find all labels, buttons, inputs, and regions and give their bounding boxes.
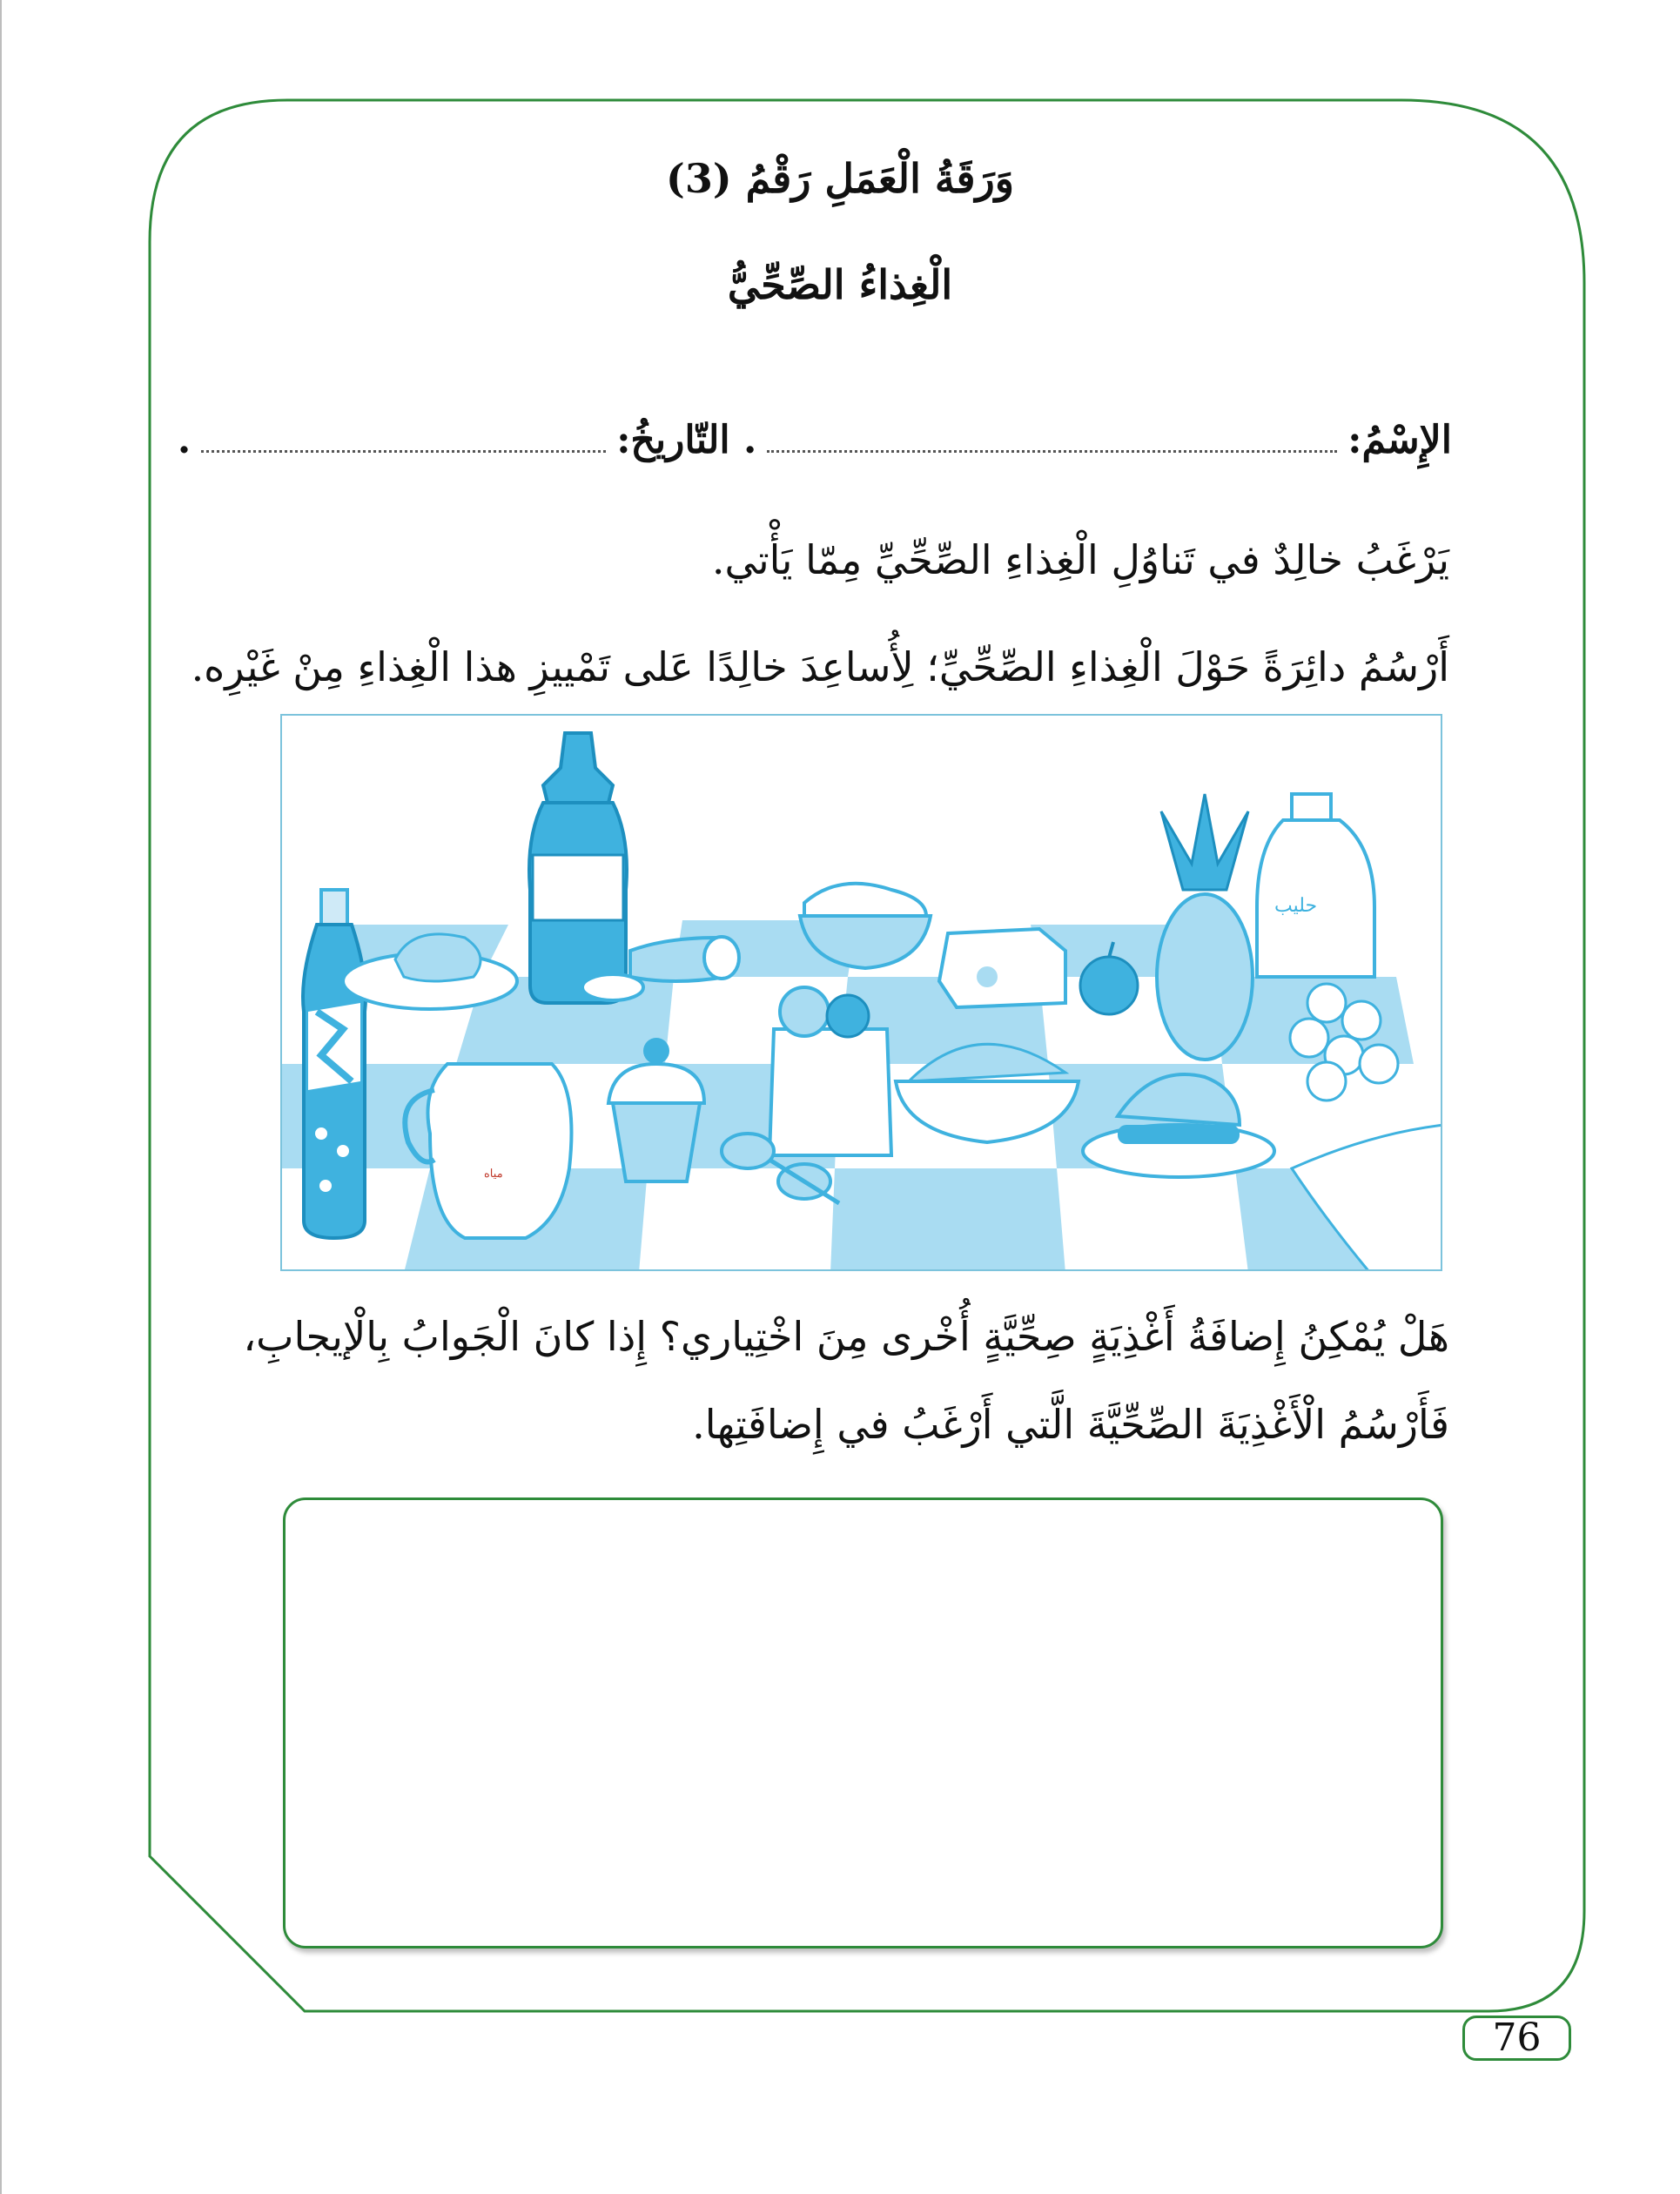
instruction-2: أَرْسُمُ دائِرَةً حَوْلَ الْغِذاءِ الصِّحِّيِّ؛ لِأُساعِدَ خالِدًا عَلى تَمْييزِ هذا الْغِذاءِ مِنْ غَيْرِه. bbox=[191, 643, 1449, 690]
end-mark: . bbox=[177, 418, 192, 462]
oil-bottle bbox=[529, 733, 627, 1003]
pineapple bbox=[1157, 794, 1253, 1060]
soda-bottle bbox=[303, 890, 366, 1238]
date-label: . التّاريخُ: bbox=[616, 418, 757, 462]
water-label: مياه bbox=[484, 1168, 503, 1181]
name-field[interactable] bbox=[767, 441, 1337, 453]
date-field[interactable] bbox=[201, 441, 606, 453]
food-table-illustration bbox=[280, 714, 1442, 1271]
instruction-1: يَرْغَبُ خالِدٌ في تَناوُلِ الْغِذاءِ الصِّحِّيِّ مِمّا يَأْتي. bbox=[711, 536, 1449, 583]
milk-label: حليب bbox=[1274, 895, 1318, 917]
instruction-3: هَلْ يُمْكِنُ إِضافَةُ أَغْذِيَةٍ صِحِّيَّةٍ أُخْرى مِنَ اخْتِياري؟ إِذا كانَ الْجَوابُ بِالْإيجابِ، فَأَرْسُمُ الْأَغْذِيَةَ الصِّحِّيَّةَ الَّتي أَرْغَبُ في إِضافَتِها. bbox=[243, 1313, 1449, 1449]
drawing-answer-box[interactable] bbox=[283, 1497, 1443, 1948]
page-number: 76 bbox=[1462, 2016, 1571, 2061]
worksheet-title: وَرَقَةُ الْعَمَلِ رَقْمُ (3) bbox=[666, 155, 1014, 202]
name-date-row bbox=[178, 418, 1452, 462]
food-illustration-drawing bbox=[282, 716, 1442, 1271]
cheese-block bbox=[939, 929, 1065, 1007]
milk-bottle bbox=[1257, 794, 1374, 977]
name-label: الإِسْمُ: bbox=[1347, 418, 1452, 462]
worksheet-subtitle: الْغِذاءُ الصِّحِّيُّ bbox=[727, 261, 953, 308]
